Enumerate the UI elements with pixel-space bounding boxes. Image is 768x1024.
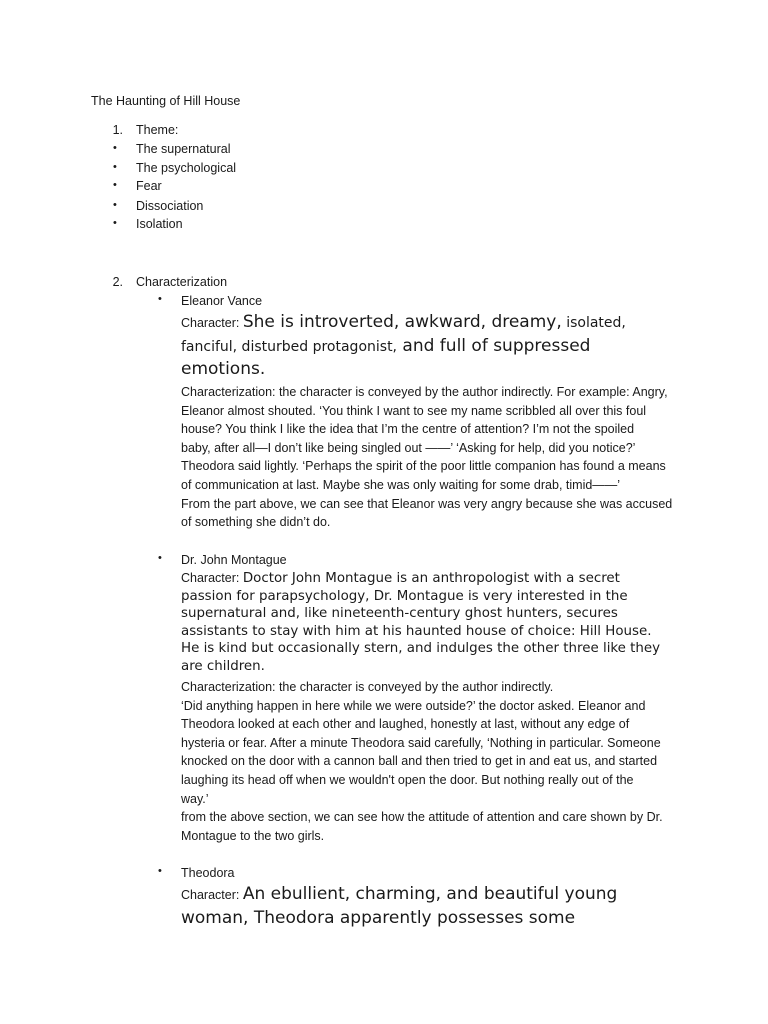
theodora-character (181, 883, 617, 930)
montague-character (181, 570, 660, 676)
text-line: Characterization: the character is conveyed by the author indirectly. For example: Angry, (181, 385, 668, 399)
text-line: From the part above, we can see that Eleanor was very angry because she was accused (181, 496, 673, 511)
text-line: of communication at last. Maybe she was only waiting for some drab, timid——’ (181, 477, 621, 492)
text-line: Theodora looked at each other and laughed, honestly at last, without any edge of (181, 717, 630, 732)
eleanor-characterization (181, 383, 672, 532)
text-line: supernatural and, like nineteenth-century ghost hunters, secures (181, 606, 618, 622)
text-line: passion for parapsychology, Dr. Montague is very interested in the (181, 588, 628, 604)
theme-item: The psychological (136, 161, 237, 175)
theme-item: Isolation (136, 217, 183, 231)
bullet-icon: • (158, 293, 162, 305)
theme-item: Fear (136, 179, 162, 193)
bullet-icon: • (113, 179, 117, 191)
text-line: are children. (181, 658, 265, 674)
text-line: knocked on the door with a cannon ball and then tried to get in and eat us, and started (181, 754, 658, 769)
theme-item: Dissociation (136, 199, 204, 213)
text-line: of something she didn’t do. (181, 515, 331, 530)
character-name-theodora: Theodora (181, 866, 235, 880)
character-name-eleanor: Eleanor Vance (181, 294, 263, 308)
text-line: Characterization: the character is conveyed by the author indirectly. (181, 680, 554, 694)
section-1-number: 1. (112, 123, 123, 137)
bullet-icon: • (113, 199, 117, 211)
theme-item: The supernatural (136, 142, 231, 156)
bullet-icon: • (158, 865, 162, 877)
text-line: Character: Doctor John Montague is an anthropologist with a secret (181, 571, 620, 586)
bullet-icon: • (113, 217, 117, 229)
text-line: ‘Did anything happen in here while we were outside?’ the doctor asked. Eleanor and (181, 698, 646, 713)
eleanor-character-line-2: fanciful, disturbed protagonist, and full of suppressed (181, 336, 591, 356)
text-line: Theodora said lightly. ‘Perhaps the spirit of the poor little companion has found a means (181, 459, 666, 474)
character-name-montague: Dr. John Montague (181, 553, 287, 567)
text-line: hysteria or fear. After a minute Theodora said carefully, ‘Nothing in particular. Someone (181, 735, 661, 750)
text-line: assistants to stay with him at his haunted house of choice: Hill House. (181, 623, 652, 639)
text-line: Character: An ebullient, charming, and beautiful young (181, 884, 618, 904)
text-line: house? You think I like the idea that I’m the centre of attention? I’m not the spoiled (181, 422, 635, 437)
text-line: Montague to the two girls. (181, 828, 325, 843)
eleanor-character-line-1: Character: She is introverted, awkward, dreamy, isolated, (181, 312, 626, 332)
text-line: way.’ (181, 791, 209, 806)
character-prefix: Character: (181, 888, 243, 902)
montague-characterization (181, 678, 663, 845)
text-line: from the above section, we can see how the attitude of attention and care shown by Dr. (181, 810, 663, 825)
text-line: laughing its head off when we wouldn't open the door. But nothing really out of the (181, 772, 634, 787)
bullet-icon: • (158, 552, 162, 564)
text-line: baby, after all—I don’t like being singled out ——’ ‘Asking for help, did you notice?’ (181, 440, 636, 455)
section-1-heading: Theme: (136, 123, 179, 137)
document-title: The Haunting of Hill House (91, 94, 241, 108)
bullet-icon: • (113, 161, 117, 173)
text-line: He is kind but occasionally stern, and indulges the other three like they (181, 641, 661, 657)
eleanor-character-line-3: emotions. (181, 359, 266, 379)
character-prefix: Character: (181, 571, 243, 585)
character-prefix: Character: (181, 316, 243, 330)
section-2-number: 2. (112, 275, 123, 289)
text-line: Eleanor almost shouted. ‘You think I want to see my name scribbled all over this foul (181, 403, 647, 418)
bullet-icon: • (113, 142, 117, 154)
section-2-heading: Characterization (136, 275, 228, 289)
text-line: woman, Theodora apparently possesses some (181, 908, 576, 928)
